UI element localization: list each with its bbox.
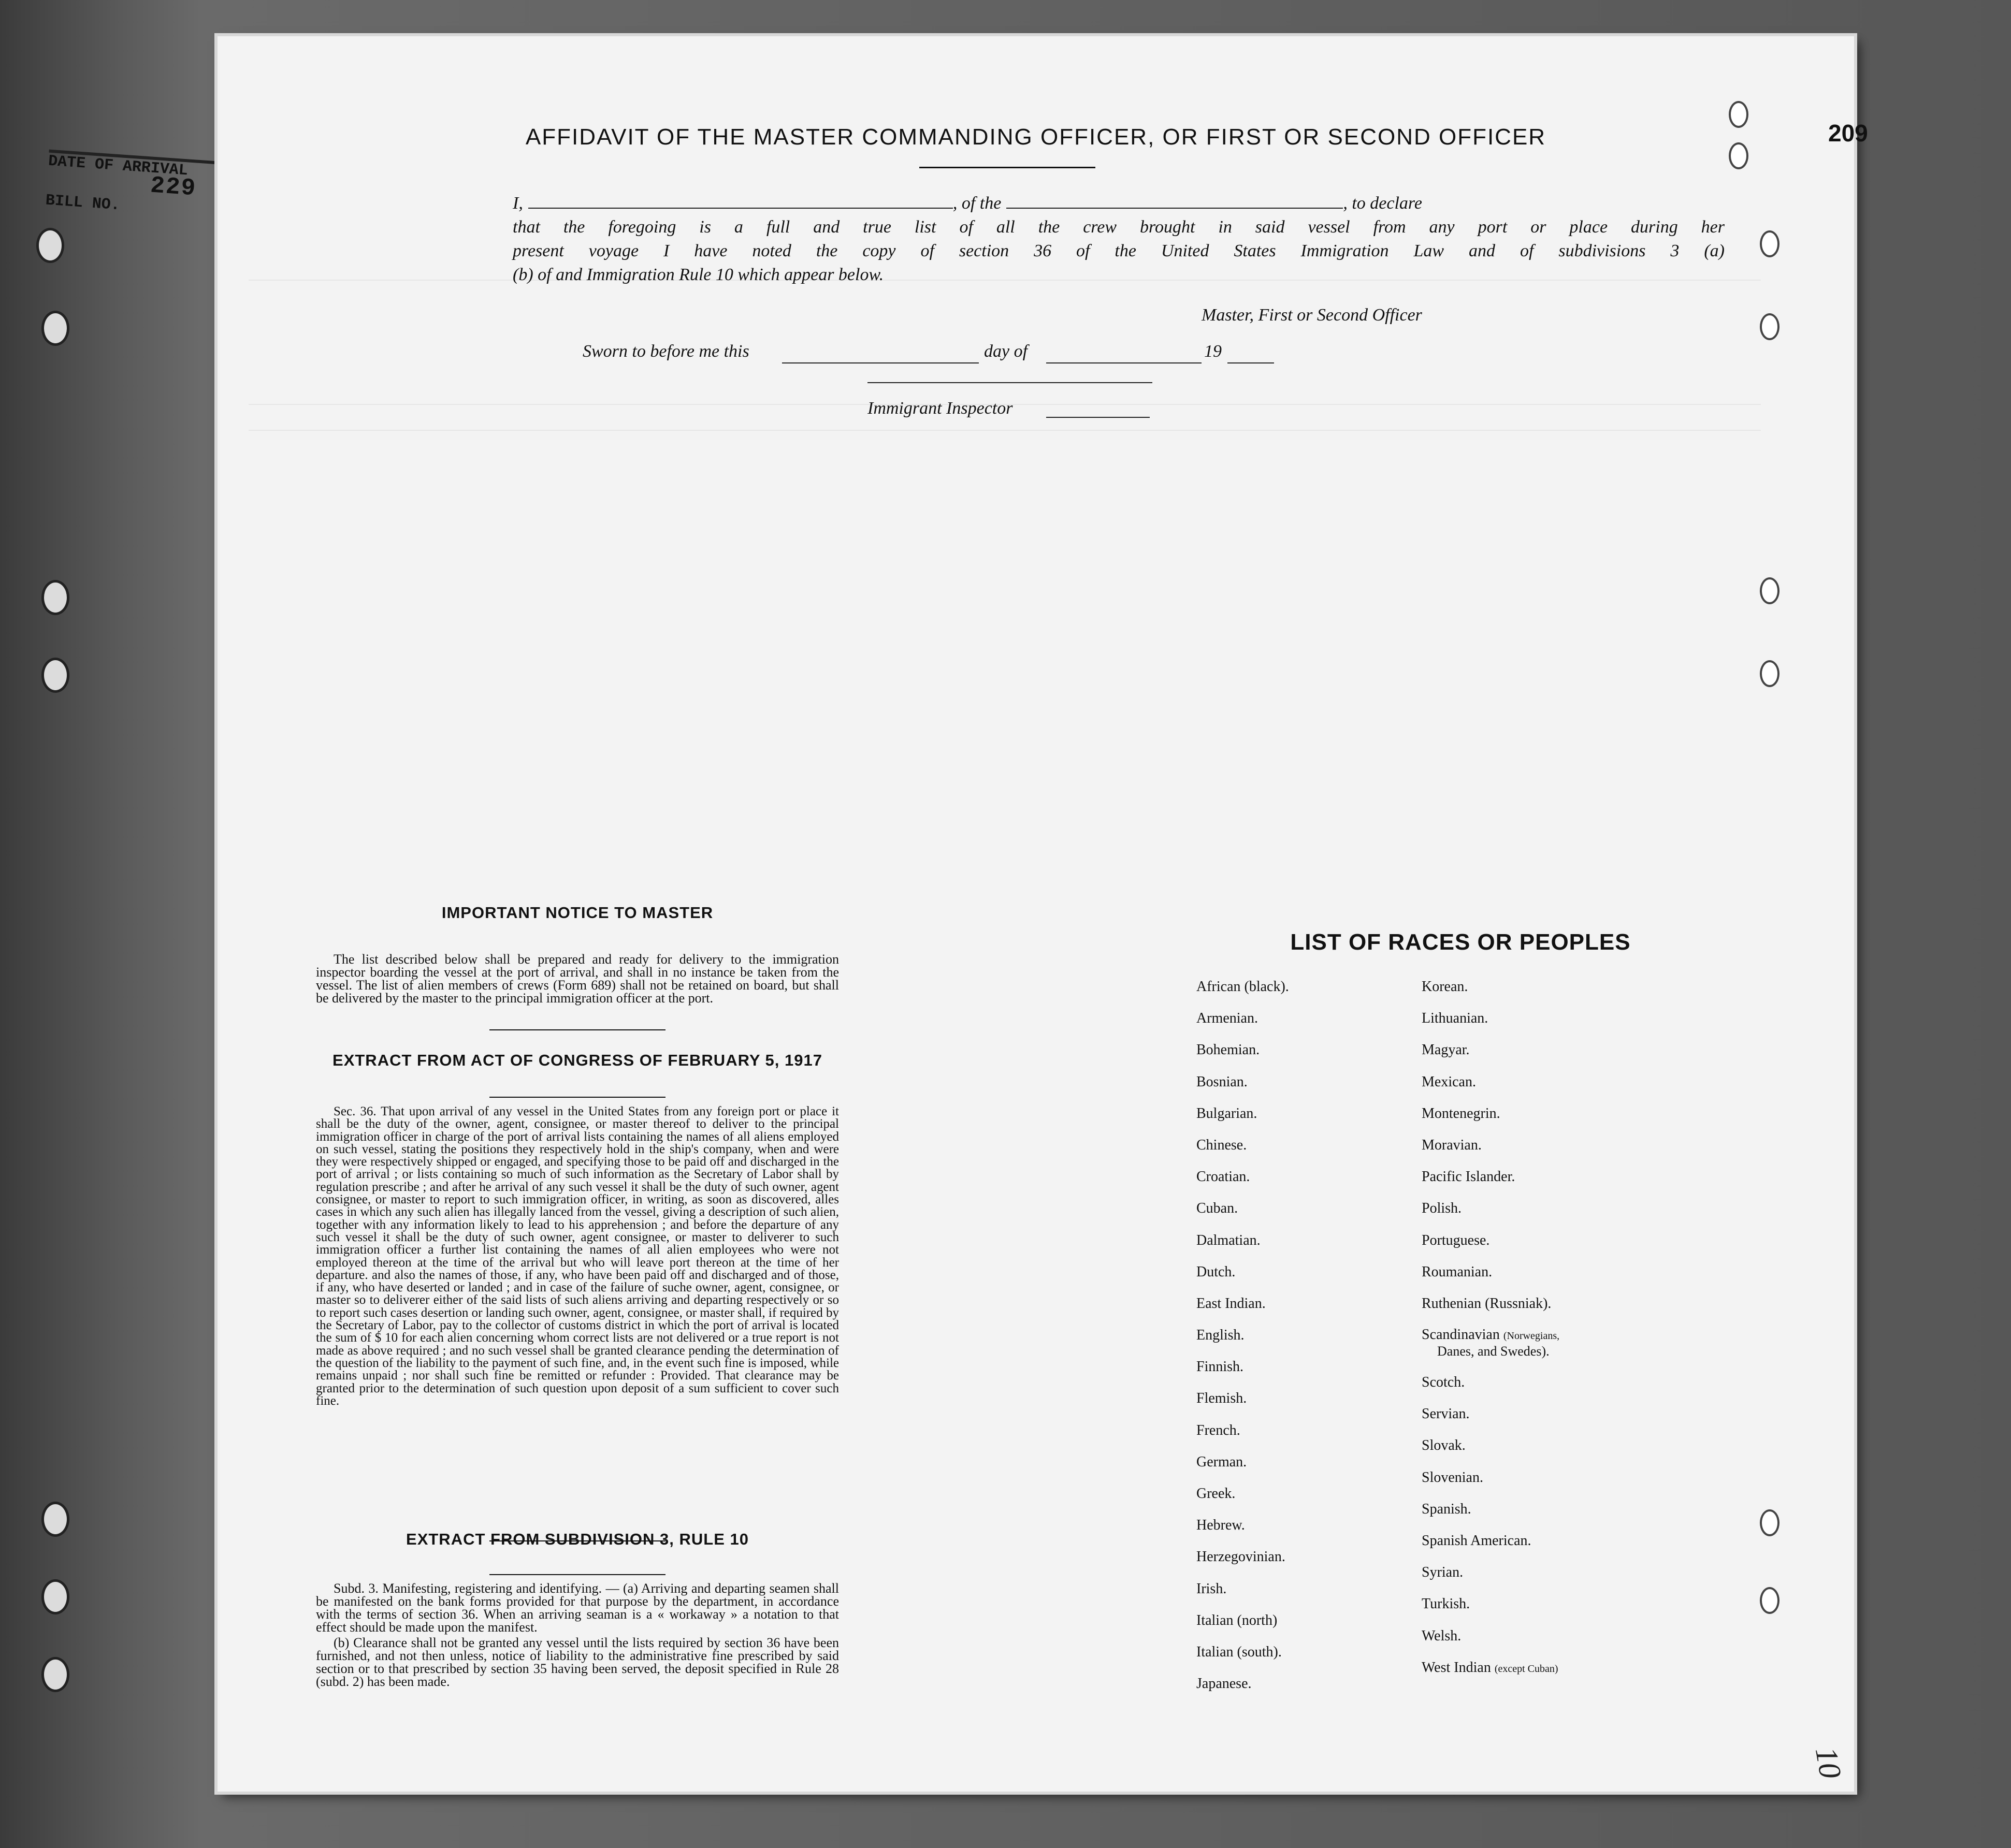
- punch-hole: [1760, 660, 1779, 687]
- race-item: Croatian.: [1196, 1169, 1250, 1185]
- rule-para-b: (b) Clearance shall not be granted any vessel until the lists required by section 36 have been furnished, and not then unless, notice of liability to the administrative fine prescribed by said section or to that prescribed by section 35 having been served, the deposit specified in Rule 28 (subd. 2) has been made.: [316, 1635, 839, 1689]
- race-item: Portuguese.: [1422, 1232, 1490, 1248]
- stamp-number: 229: [149, 172, 197, 202]
- race-item: Spanish American.: [1422, 1533, 1531, 1549]
- race-item: Bosnian.: [1196, 1073, 1248, 1090]
- race-item: Lithuanian.: [1422, 1010, 1488, 1027]
- punch-hole: [1760, 577, 1779, 604]
- year-label: 19: [1204, 342, 1222, 361]
- race-item: West Indian: [1422, 1659, 1491, 1676]
- ghost-rule: [249, 430, 1761, 431]
- race-item: Polish.: [1422, 1200, 1462, 1217]
- punch-hole: [1760, 230, 1779, 257]
- section-rule: [489, 1029, 665, 1030]
- punch-hole: [41, 580, 69, 615]
- inspector-signature-line[interactable]: [867, 382, 1152, 383]
- affidavit-line-3: present voyage I have noted the copy of section 36 of the United States Immigration Law and of subdivisions 3 (a): [513, 241, 1725, 260]
- section-rule: [489, 1097, 665, 1098]
- affidavit-line-4: (b) of and Immigration Rule 10 which appear below.: [513, 265, 884, 284]
- master-signature-label: Master, First or Second Officer: [1202, 305, 1422, 325]
- race-note: Danes, and Swedes).: [1437, 1344, 1550, 1359]
- race-note: (except Cuban): [1494, 1663, 1558, 1675]
- race-item: Slovak.: [1422, 1437, 1466, 1454]
- race-item: East Indian.: [1196, 1295, 1266, 1312]
- race-item: Chinese.: [1196, 1137, 1247, 1153]
- stamp-label-2: BILL NO.: [45, 192, 121, 215]
- races-left-column: [1196, 979, 1289, 1707]
- race-item: Syrian.: [1422, 1564, 1464, 1581]
- notice-heading: IMPORTANT NOTICE TO MASTER: [441, 904, 714, 922]
- arrival-stamp: [45, 150, 220, 227]
- manifest-sheet: [218, 36, 1868, 1792]
- word-to-declare: , to declare: [1343, 194, 1422, 213]
- race-item: Armenian.: [1196, 1010, 1258, 1027]
- race-item: Irish.: [1196, 1580, 1227, 1597]
- year-blank[interactable]: [1227, 362, 1274, 363]
- race-item: Dutch.: [1196, 1263, 1236, 1280]
- race-item: Bulgarian.: [1196, 1105, 1257, 1122]
- race-item-west-indian: [1422, 1660, 1559, 1691]
- race-item: Finnish.: [1196, 1359, 1244, 1375]
- race-item: Cuban.: [1196, 1200, 1238, 1217]
- race-item: Pacific Islander.: [1422, 1169, 1515, 1185]
- name-blank[interactable]: [528, 192, 953, 209]
- race-item: Turkish.: [1422, 1596, 1470, 1612]
- race-item: Bohemian.: [1196, 1042, 1260, 1058]
- section-rule: [489, 1574, 665, 1575]
- punch-hole: [36, 228, 64, 263]
- race-item: Slovenian.: [1422, 1469, 1483, 1486]
- sworn-label: Sworn to before me this: [583, 342, 749, 361]
- race-item: Roumanian.: [1422, 1263, 1493, 1280]
- sworn-date-blank[interactable]: [782, 362, 979, 363]
- act-text: Sec. 36. That upon arrival of any vessel in the United States from any foreign port or place it shall be the duty of the owner, agent, consignee, or master thereof to deliver to the principal immigration officer in charge of the port of arrival lists containing the names of all aliens employed on such vessel, stating the positions they respectively hold in the ship's company, when and were they were respectively shipped or engaged, and specifying those to be paid off and discharged in the port of arrival ; or lists containing so much of such information as the Secretary of Labor shall by regulation prescribe ; and after he arrival of any such vessel it shall be the duty of such owner, agent consignee, or master to report to such immigration officer, in writing, as soon as discovered, alles cases in which any such alien has illegally lanced from the vessel, giving a description of such alien, together with any information likely to lead to his apprehension ; and before the departure of any such vessel it shall be the duty of such owner, agent consignee, or master to deliverer to such immigration officer a further list containing the names of all alien employees who were not employed thereon at the time of the arrival but who will leave port thereon at the time of her departure. and also the names of those, if any, who have been paid off and discharged and of those, if any, who have deserted or landed ; and in case of the failure of suche owner, agent, consignee, or master so to deliverer either of the said lists of such aliens arriving and departing respectively or so to report such cases desertion or landing such owner, agent, consignee, or master shall, if required by the Secretary of Labor, pay to the collector of customs district in which the port of arrival is located the sum of $ 10 for each alien concerning whom correct lists are not delivered or a true report is not made as above required ; and no such vessel shall be granted clearance pending the determination of the question of the liability to the payment of such fine, and, in the event such fine is imposed, while remains unpaid ; nor shall such fine be remitted or refunder : Provided. That clearance may be granted prior to the determination of such question upon deposit of a sum sufficient to cover such fine.: [316, 1104, 839, 1408]
- race-item: Mexican.: [1422, 1073, 1476, 1090]
- punch-hole: [41, 658, 69, 693]
- act-heading: EXTRACT FROM ACT OF CONGRESS OF FEBRUARY 5, 1917: [332, 1051, 822, 1069]
- vessel-blank[interactable]: [1006, 192, 1343, 209]
- race-item: Flemish.: [1196, 1390, 1247, 1407]
- punch-hole: [41, 1657, 69, 1692]
- race-note: (Norwegians,: [1503, 1330, 1560, 1342]
- rule-para-a: Subd. 3. Manifesting, registering and identifying. — (a) Arriving and departing seamen shall be manifested on the bank forms provided for that purpose by the department, in accordance with the terms of section 36. When an arriving seaman is a « workaway » a notation to that effect should be made upon the manifest.: [316, 1581, 839, 1635]
- race-item: Magyar.: [1422, 1042, 1470, 1058]
- race-item-scandinavian: [1422, 1327, 1559, 1374]
- affidavit-title: AFFIDAVIT OF THE MASTER COMMANDING OFFICER, OR FIRST OR SECOND OFFICER: [525, 124, 1546, 150]
- punch-hole: [1760, 1587, 1779, 1614]
- race-item: Ruthenian (Russniak).: [1422, 1295, 1552, 1312]
- race-item: Korean.: [1422, 979, 1468, 995]
- race-item: Greek.: [1196, 1486, 1236, 1502]
- word-i: I,: [513, 194, 523, 213]
- race-item: Herzegovinian.: [1196, 1549, 1285, 1565]
- title-rule: [919, 167, 1095, 168]
- race-item: Scotch.: [1422, 1374, 1465, 1391]
- affidavit-line-2: that the foregoing is a full and true list of all the crew brought in said vessel from any port or place during her: [513, 217, 1725, 237]
- month-blank[interactable]: [1046, 362, 1202, 363]
- handwritten-mark: 10: [1809, 1744, 1848, 1781]
- race-item: Scandinavian: [1422, 1327, 1500, 1343]
- race-item: French.: [1196, 1422, 1240, 1438]
- affidavit-line-1: [513, 192, 1725, 215]
- race-item: Montenegrin.: [1422, 1105, 1500, 1122]
- race-item: Servian.: [1422, 1406, 1470, 1422]
- race-item: Moravian.: [1422, 1137, 1482, 1153]
- punch-hole: [41, 1502, 69, 1537]
- page-number: 209: [1828, 120, 1868, 147]
- rule-heading: EXTRACT FROM SUBDIVISION 3, RULE 10: [406, 1530, 749, 1548]
- day-of-label: day of: [984, 342, 1028, 361]
- stamp-label: DATE OF ARRIVAL: [48, 152, 189, 180]
- punch-hole: [1760, 313, 1779, 340]
- race-item: English.: [1196, 1327, 1245, 1344]
- race-item: Italian (north): [1196, 1612, 1278, 1628]
- affidavit-body: [513, 192, 1725, 287]
- punch-hole: [1760, 1509, 1779, 1536]
- inspector-blank[interactable]: [1046, 417, 1150, 418]
- race-item: Italian (south).: [1196, 1643, 1282, 1660]
- races-right-column: [1422, 979, 1559, 1691]
- inspector-label: Immigrant Inspector: [867, 399, 1013, 418]
- punch-hole: [41, 311, 69, 346]
- race-item: Dalmatian.: [1196, 1232, 1261, 1248]
- word-of-the: , of the: [952, 194, 1002, 213]
- races-title: LIST OF RACES OR PEOPLES: [1290, 929, 1631, 955]
- race-item: Spanish.: [1422, 1501, 1471, 1517]
- race-item: Japanese.: [1196, 1676, 1252, 1692]
- race-item: African (black).: [1196, 979, 1289, 995]
- race-item: Welsh.: [1422, 1627, 1462, 1644]
- race-item: Hebrew.: [1196, 1517, 1245, 1534]
- notice-text: The list described below shall be prepared and ready for delivery to the immigration inspector boarding the vessel at the port of arrival, and shall in no instance be taken from the vessel. The list of alien members of crews (Form 689) shall not be retained on board, but shall be delivered by the master to the principal immigration officer at the port.: [316, 952, 839, 1006]
- punch-hole: [41, 1579, 69, 1614]
- race-item: German.: [1196, 1453, 1247, 1470]
